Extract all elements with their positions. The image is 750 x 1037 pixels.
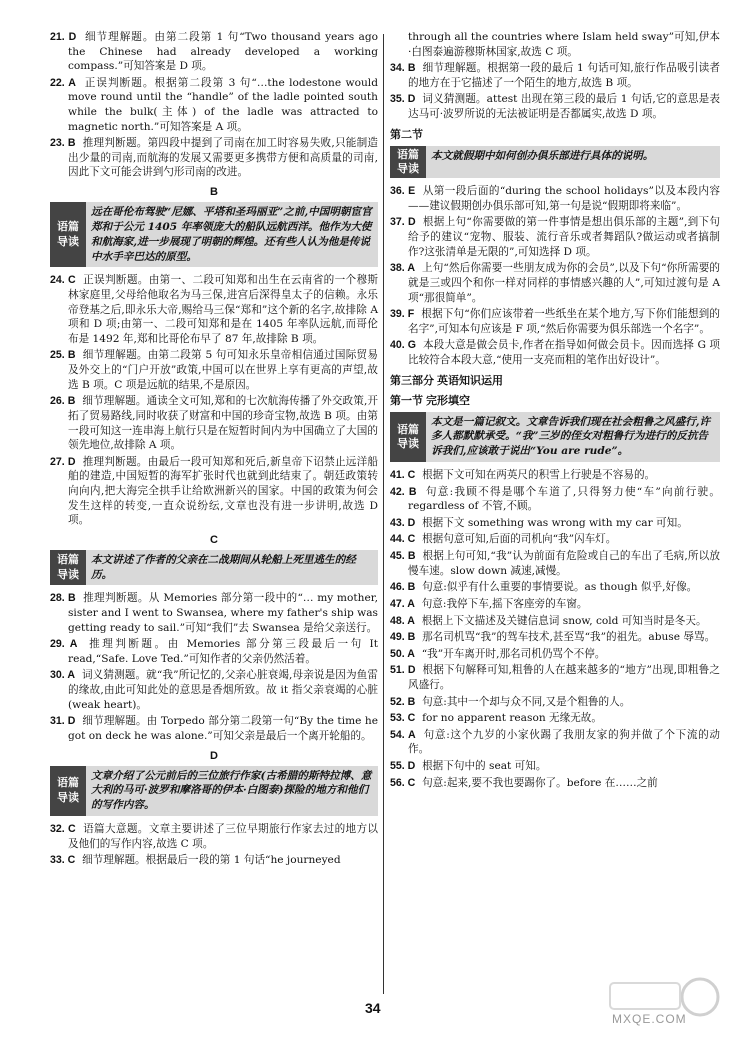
answer-49: 49. B 那名司机骂“我”的驾车技术,甚至骂“我”的祖先。abuse 辱骂。 bbox=[390, 631, 716, 644]
answer-24: 24. C 正误判断题。由第一、二段可知郑和出生在云南省的一个穆斯林家庭里,父母给他取名为马三保,进宫后深得皇太子的信赖。永乐帝登基之后,即永乐大帝,赐给马三保“郑和”这个新的名字,故排除 A 项和 D 项;由第一、二段可知郑和是在 1405 年率队远航,而哥伦布是 1492 年,郑和比哥伦布早了 87 年,故排除 B 项。 bbox=[50, 274, 378, 345]
guide-tag: 语篇 导读 bbox=[50, 766, 86, 816]
reading-guide-c bbox=[50, 550, 378, 586]
reading-guide-d bbox=[50, 766, 378, 816]
guide-text: 本文讲述了作者的父亲在二战期间从轮船上死里逃生的经历。 bbox=[91, 553, 356, 581]
answer-53: 53. C for no apparent reason 无缘无故。 bbox=[390, 712, 602, 725]
answer-45: 45. B 根据上句可知,“我”认为前面有危险或自己的车出了毛病,所以放慢车速。slow down 减速,减慢。 bbox=[390, 550, 720, 577]
reading-guide-3 bbox=[390, 412, 720, 462]
answer-51: 51. D 根据下句解释可知,粗鲁的人在越来越多的“地方”出现,即粗鲁之风盛行。 bbox=[390, 664, 720, 691]
answer-32: 32. C 语篇大意题。文章主要讲述了三位早期旅行作家去过的地方以及他们的写作内容,故选 C 项。 bbox=[50, 823, 378, 850]
answer-28: 28. B 推理判断题。从 Memories 部分第一段中的“… my mother, sister and I went to Swansea, where my father's ship was getting ready to sail.”可知“我们”去 Swansea 是给父亲送行。 bbox=[50, 592, 378, 634]
guide-text: 本文就假期中如何创办俱乐部进行具体的说明。 bbox=[431, 149, 654, 162]
answer-35: 35. D 词义猜测题。attest 出现在第三段的最后 1 句话,它的意思是表达马可·波罗所说的无法被证明是否都属实,故选 D 项。 bbox=[390, 93, 720, 121]
guide-tag: 语篇 导读 bbox=[390, 146, 426, 179]
answer-56: 56. C 句意:起来,要不我也要踢你了。before 在……之前 bbox=[390, 776, 658, 789]
answer-31: 31. D 细节理解题。由 Torpedo 部分第二段第一句“By the time he got on deck he was alone.”可知父亲是最后一个离开轮船的。 bbox=[50, 715, 378, 742]
answer-52: 52. B 句意:其中一个却与众不同,又是个粗鲁的人。 bbox=[390, 695, 631, 708]
right-column bbox=[390, 30, 720, 792]
answer-36: 36. E 从第一段后面的“during the school holidays”以及本段内容——建议假期创办俱乐部可知,第一句是说“假期即将来临”。 bbox=[390, 185, 720, 212]
left-column bbox=[50, 30, 378, 870]
answer-34: 34. B 细节理解题。根据第一段的最后 1 句话可知,旅行作品吸引读者的地方在于它描述了一个陌生的地方,故选 B 项。 bbox=[390, 62, 720, 89]
answer-39: 39. F 根据下句“你们应该带着一些纸坐在某个地方,写下你们能想到的名字”,可知本句应该是 F 项,“然后你需要为俱乐部选一个名字”。 bbox=[390, 308, 720, 335]
answer-29: 29. A 推理判断题。由 Memories 部分第三段最后一句 It read,“Safe. Love Ted.”可知作者的父亲仍然活着。 bbox=[50, 638, 378, 665]
answer-37: 37. D 根据上句“你需要做的第一件事情是想出俱乐部的主题”,到下句给予的建议“宠物、服装、流行音乐或者舞蹈队?做运动或者搞制作?这张清单是无限的”,可知选择 D 项。 bbox=[390, 216, 720, 258]
section-c-heading: C bbox=[210, 533, 218, 546]
part-3-heading: 第三部分 英语知识运用 bbox=[390, 374, 504, 387]
reading-guide-2 bbox=[390, 146, 720, 179]
answer-43: 43. D 根据下文 something was wrong with my car 可知。 bbox=[390, 516, 688, 529]
guide-text: 本文是一篇记叙文。文章告诉我们现在社会粗鲁之风盛行,许多人都默默承受。“我”三岁的侄女对粗鲁行为进行的反抗告诉我们,应该敢于说出“You are rude”。 bbox=[431, 415, 711, 458]
answer-30: 30. A 词义猜测题。就“我”所记忆的,父亲心脏衰竭,母亲说是因为鱼雷的缘故,由此可知此处的意思是香烟所致。故 it 指父亲衰竭的心脏(weak heart)。 bbox=[50, 669, 378, 711]
answer-21: 21. D 细节理解题。由第二段第 1 句“Two thousand years ago the Chinese had already developed a working compass.”可知答案是 D 项。 bbox=[50, 31, 378, 73]
answer-27: 27. D 推理判断题。由最后一段可知郑和死后,新皇帝下诏禁止远洋船舶的建造,中国短暂的海军扩张时代也就到此结束了。朝廷政策转向向内,把大海完全拱手让给欧洲新兴的国家。中国的政策为何会发生这样的转变,一直众说纷纭,文章也没有进一步讲明,故选 D 项。 bbox=[50, 455, 378, 527]
section-1-heading: 第一节 完形填空 bbox=[390, 394, 471, 407]
guide-tag: 语篇 导读 bbox=[390, 412, 426, 462]
answer-22: 22. A 正误判断题。根据第二段第 3 句“…the lodestone would move round until the “handle” of the ladle pointed south while the bulk(主体) of the ladle was attracted to magnetic north.”可知答案是 A 项。 bbox=[50, 76, 378, 133]
guide-tag: 语篇 导读 bbox=[50, 202, 86, 267]
answer-54: 54. A 句意:这个九岁的小家伙踢了我朋友家的狗并做了个下流的动作。 bbox=[390, 728, 720, 756]
answer-25: 25. B 细节理解题。由第二段第 5 句可知永乐皇帝相信通过国际贸易及外交上的“门户开放”政策,中国可以在世界上享有更高的声望,故选 B 项。C 项是远航的结果,不是原因。 bbox=[50, 349, 378, 391]
answer-42: 42. B 句意:我顾不得是哪个车道了,只得努力使“车”向前行驶。regardless of 不管,不顾。 bbox=[390, 485, 720, 513]
answer-44: 44. C 根据句意可知,后面的司机向“我”闪车灯。 bbox=[390, 533, 617, 546]
answer-46: 46. B 句意:似乎有什么重要的事情要说。as though 似乎,好像。 bbox=[390, 581, 698, 594]
guide-text: 远在哥伦布驾驶“尼娜、平塔和圣玛丽亚”之前,中国明朝宦官郑和于公元 1405 年率领庞大的船队远航西洋。他作为大使和航海家,进一步展现了明朝的辉煌。还有些人认为他是传说中水手辛巴达的原型。 bbox=[91, 206, 372, 263]
answer-26: 26. B 细节理解题。通读全文可知,郑和的七次航海传播了外交政策,开拓了贸易路线,同时收获了财富和中国的珍奇宝物,故选 B 项。由第一段可知这一连串海上航行只是在短暂时间内为中国确立了大国的领先地位,故排除 A 项。 bbox=[50, 395, 379, 452]
answer-50: 50. A “我”开车离开时,那名司机仍骂个不停。 bbox=[390, 647, 606, 660]
column-divider bbox=[383, 34, 384, 994]
section-2-heading: 第二节 bbox=[390, 128, 423, 141]
answer-23: 23. B 推理判断题。第四段中提到了司南在加工时容易失败,只能制造出少量的司南,而航海的发展又需要更多携带方便和高质量的司南,因此下文可能会讲到勺形司南的改进。 bbox=[50, 137, 378, 179]
guide-text: 文章介绍了公元前后的三位旅行作家(古希腊的斯特拉博、意大利的马可·波罗和摩洛哥的伊本·白图泰)探险的地方和他们的写作内容。 bbox=[91, 769, 372, 812]
answer-41: 41. C 根据下文可知在两英尺的积雪上行驶是不容易的。 bbox=[390, 469, 656, 482]
answer-38: 38. A 上句“然后你需要一些朋友成为你的会员”,以及下句“你所需要的就是三或四个和你一样对同样的事情感兴趣的人”,可知过渡句是 A 项“那很简单”。 bbox=[390, 262, 720, 304]
answer-33: 33. C 细节理解题。根据最后一段的第 1 句话“he journeyed bbox=[50, 854, 341, 867]
guide-tag: 语篇 导读 bbox=[50, 550, 86, 586]
answer-33-continued: through all the countries where Islam held sway”可知,伊本·白图泰遍游穆斯林国家,故选 C 项。 bbox=[408, 31, 720, 58]
section-b-heading: B bbox=[210, 186, 218, 199]
answer-55: 55. D 根据下句中的 seat 可知。 bbox=[390, 760, 547, 773]
reading-guide-b bbox=[50, 202, 378, 267]
answer-48: 48. A 根据上下文描述及关键信息词 snow, cold 可知当时是冬天。 bbox=[390, 614, 707, 627]
answer-40: 40. G 本段大意是做会员卡,作者在指导如何做会员卡。因而选择 G 项比较符合本段大意,“使用一支亮而粗的笔作出好设计”。 bbox=[390, 339, 720, 366]
answer-47: 47. A 句意:我停下车,摇下客座旁的车窗。 bbox=[390, 597, 588, 610]
page-number: 34 bbox=[365, 1000, 381, 1016]
watermark-text: MXQE.COM bbox=[612, 1012, 687, 1026]
section-d-heading: D bbox=[210, 749, 218, 762]
